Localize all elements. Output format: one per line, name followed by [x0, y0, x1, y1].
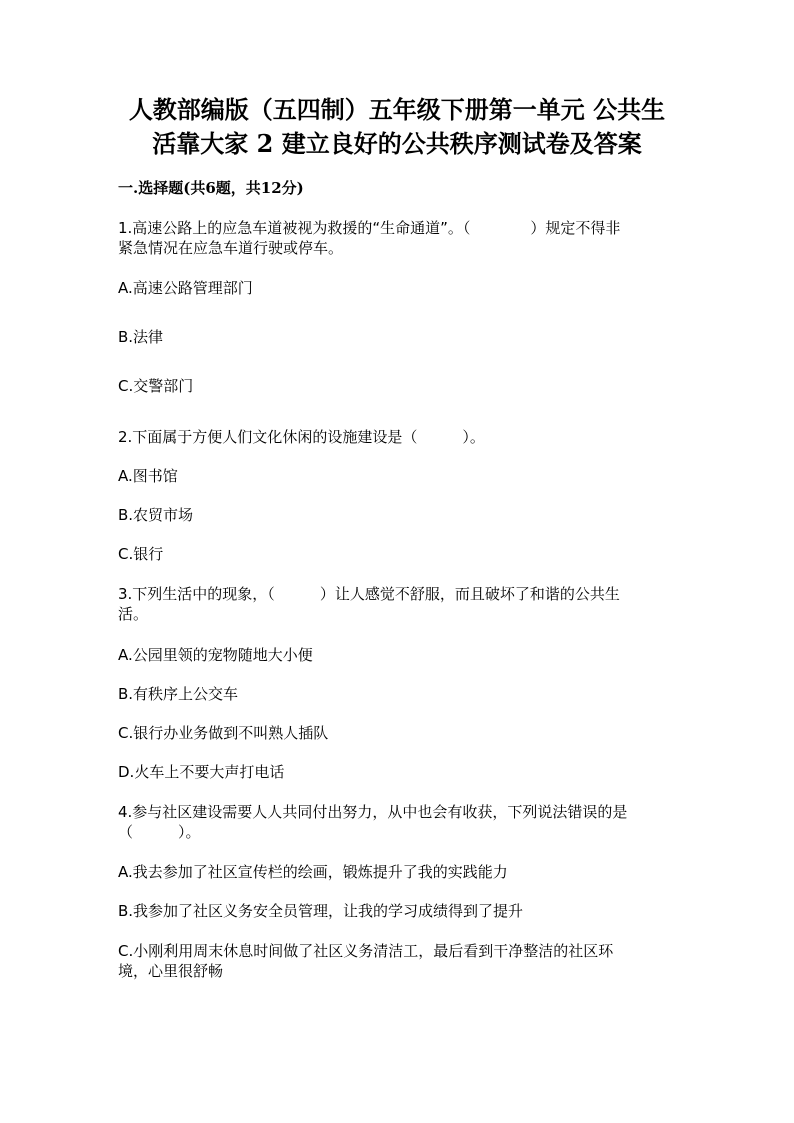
- question-2-option-a: A.图书馆: [118, 467, 178, 485]
- page-title-line-1: 人教部编版（五四制）五年级下册第一单元 公共生: [128, 95, 666, 124]
- question-1-option-b: B.法律: [118, 328, 164, 346]
- question-2-option-b: B.农贸市场: [118, 506, 194, 524]
- question-4-option-b: B.我参加了社区义务安全员管理，让我的学习成绩得到了提升: [118, 902, 524, 920]
- question-2-text-line-1: 2.下面属于方便人们文化休闲的设施建设是（ ）。: [118, 428, 485, 446]
- page-title-line-2: 活靠大家 2 建立良好的公共秩序测试卷及答案: [152, 129, 642, 158]
- question-1-option-a: A.高速公路管理部门: [118, 279, 253, 297]
- question-3-option-a: A.公园里领的宠物随地大小便: [118, 646, 313, 664]
- question-1-text-line-1: 1.高速公路上的应急车道被视为救援的“生命通道”。（ ）规定不得非: [118, 219, 621, 237]
- question-4-option-a: A.我去参加了社区宣传栏的绘画，锻炼提升了我的实践能力: [118, 863, 508, 881]
- question-3-option-c: C.银行办业务做到不叫熟人插队: [118, 724, 329, 742]
- question-4-text-line-1: 4.参与社区建设需要人人共同付出努力，从中也会有收获，下列说法错误的是: [118, 803, 628, 821]
- question-4-option-c: C.小刚利用周末休息时间做了社区义务清洁工，最后看到干净整洁的社区环: [118, 942, 614, 960]
- question-1-text-line-2: 紧急情况在应急车道行驶或停车。: [118, 239, 344, 257]
- question-4-text-line-2: （ ）。: [118, 823, 201, 841]
- question-3-text-line-2: 活。: [118, 605, 149, 623]
- question-4-option-c-continued: 境，心里很舒畅: [118, 962, 224, 980]
- question-3-text-line-1: 3.下列生活中的现象，（ ）让人感觉不舒服，而且破坏了和谐的公共生: [118, 585, 620, 603]
- question-1-option-c: C.交警部门: [118, 377, 194, 395]
- section-heading: 一.选择题(共6题，共12分): [118, 179, 304, 197]
- question-2-option-c: C.银行: [118, 545, 164, 563]
- question-3-option-b: B.有秩序上公交车: [118, 685, 239, 703]
- question-3-option-d: D.火车上不要大声打电话: [118, 763, 285, 781]
